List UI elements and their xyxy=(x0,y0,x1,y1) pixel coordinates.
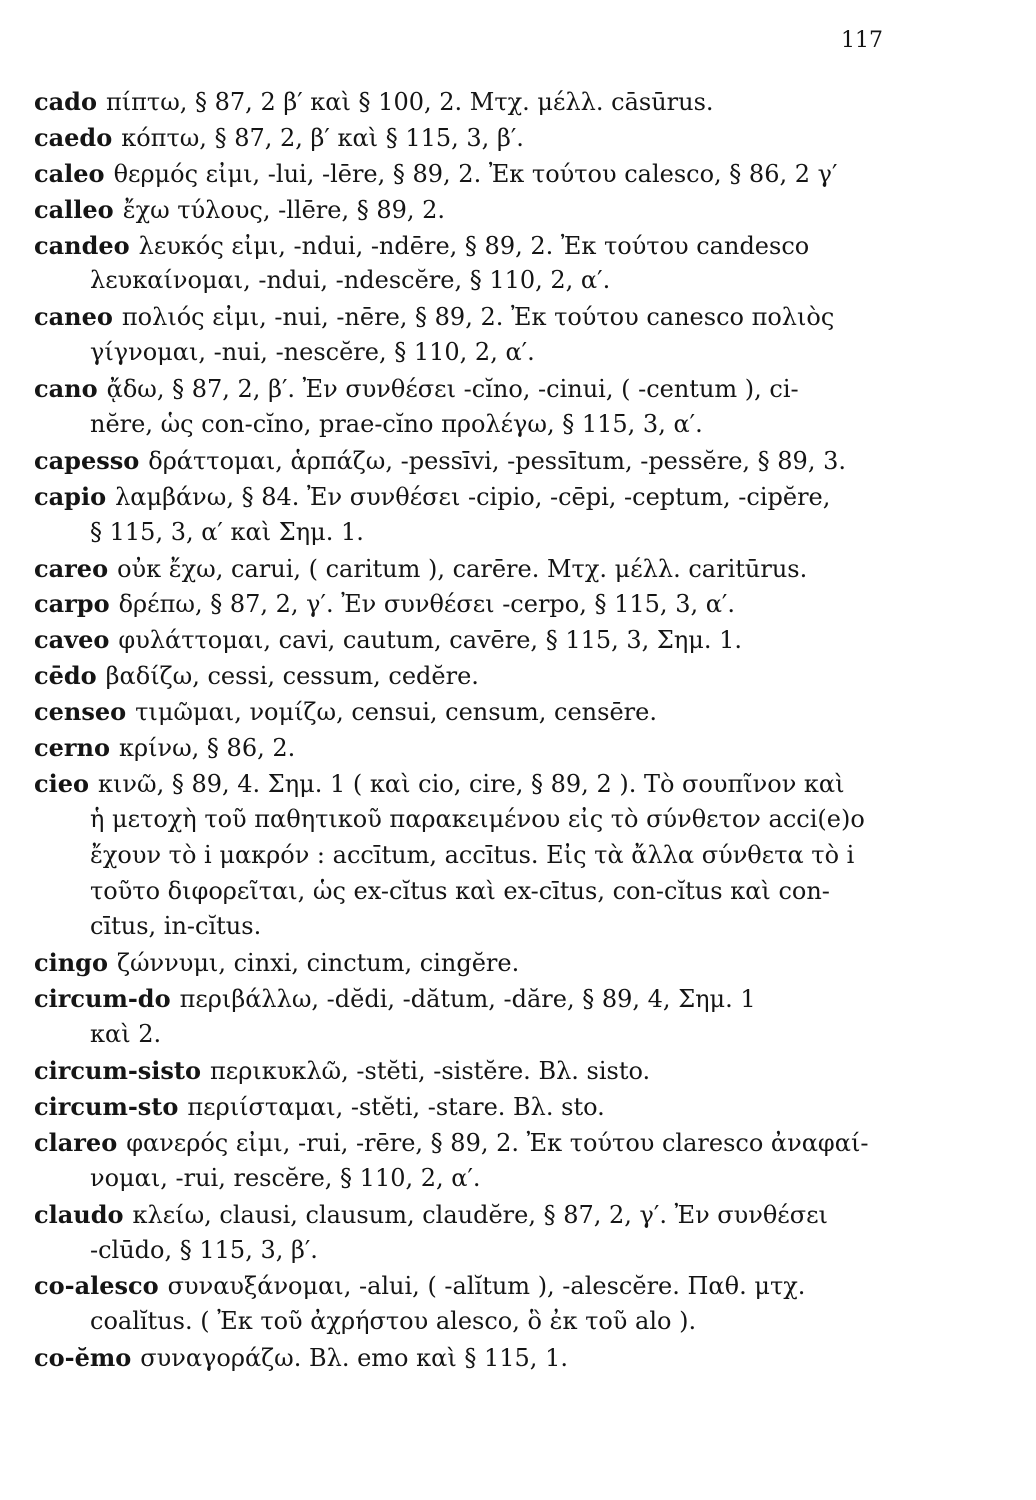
entry-text: κρίνω, § 86, 2. xyxy=(118,734,296,763)
entry-headword: capesso xyxy=(34,445,140,475)
entry-headword: circum-sto xyxy=(34,1091,179,1121)
entry-headword: caneo xyxy=(34,302,113,332)
page-number: 117 xyxy=(841,28,883,53)
entry-first-line xyxy=(0,1089,1036,1125)
entry-headword: capio xyxy=(34,481,107,511)
entry-continuation-line xyxy=(0,802,1036,838)
entry-first-line xyxy=(0,371,1036,407)
entry-headword: calleo xyxy=(34,194,114,224)
dictionary-entry xyxy=(0,1340,1036,1376)
dictionary-entry xyxy=(0,766,1036,945)
entry-headword: candeo xyxy=(34,230,130,260)
entry-text: καὶ 2. xyxy=(90,1020,162,1049)
dictionary-entry xyxy=(0,945,1036,981)
dictionary-entry xyxy=(0,443,1036,479)
entry-first-line xyxy=(0,84,1036,120)
entry-first-line xyxy=(0,1340,1036,1376)
entry-text: δρέπω, § 87, 2, γ′. Ἐν συνθέσει -cerpo, § 115, 3, α′. xyxy=(118,590,736,619)
dictionary-entry xyxy=(0,1268,1036,1340)
entry-first-line xyxy=(0,945,1036,981)
entry-text: nĕre, ὡς con-cĭno, prae-cĭno προλέγω, § 115, 3, α′. xyxy=(90,410,703,439)
entry-text: λευκός εἰμι, -ndui, -ndēre, § 89, 2. Ἐκ τούτου candesco xyxy=(138,231,810,260)
entry-text: cītus, in-cĭtus. xyxy=(90,912,262,941)
dictionary-entry xyxy=(0,299,1036,371)
entry-first-line xyxy=(0,981,1036,1017)
dictionary-entry xyxy=(0,371,1036,443)
entry-continuation-line xyxy=(0,407,1036,443)
entry-continuation-line xyxy=(0,1161,1036,1197)
entry-text: ζώννυμι, cinxi, cinctum, cingĕre. xyxy=(116,949,520,978)
entry-text: φυλάττομαι, cavi, cautum, cavēre, § 115, 3, Σημ. 1. xyxy=(118,626,743,655)
entry-text: κλείω, clausi, clausum, claudĕre, § 87, 2, γ′. Ἐν συνθέσει xyxy=(132,1200,828,1229)
entry-first-line xyxy=(0,658,1036,694)
entry-first-line xyxy=(0,551,1036,587)
entry-first-line xyxy=(0,192,1036,228)
entry-first-line xyxy=(0,622,1036,658)
dictionary-entry xyxy=(0,694,1036,730)
entry-first-line xyxy=(0,1125,1036,1161)
entry-text: φανερός εἰμι, -rui, -rēre, § 89, 2. Ἐκ τούτου claresco ἀναφαί- xyxy=(126,1128,869,1157)
entry-headword: cano xyxy=(34,374,98,404)
entry-headword: claudo xyxy=(34,1199,124,1229)
entry-continuation-line xyxy=(0,1017,1036,1053)
dictionary-entry xyxy=(0,981,1036,1053)
entry-headword: careo xyxy=(34,553,109,583)
entry-first-line xyxy=(0,443,1036,479)
entry-text: κόπτω, § 87, 2, β′ καὶ § 115, 3, β′. xyxy=(121,123,524,152)
entry-continuation-line xyxy=(0,1304,1036,1340)
dictionary-entry xyxy=(0,1125,1036,1197)
entry-text: κινῶ, § 89, 4. Σημ. 1 ( καὶ cio, cire, § 89, 2 ). Τὸ σουπῖνον καὶ xyxy=(98,769,845,798)
dictionary-entry xyxy=(0,1053,1036,1089)
entry-first-line xyxy=(0,1053,1036,1089)
dictionary-entry xyxy=(0,551,1036,587)
entry-text: συναυξάνομαι, -alui, ( -alĭtum ), -alescĕre. Παθ. μτχ. xyxy=(167,1272,806,1301)
dictionary-entry xyxy=(0,730,1036,766)
entry-text: πολιός εἰμι, -nui, -nēre, § 89, 2. Ἐκ τούτου canesco πολιὸς xyxy=(121,303,835,332)
entry-text: συναγοράζω. Βλ. emo καὶ § 115, 1. xyxy=(140,1344,568,1373)
entry-headword: co-ĕmo xyxy=(34,1343,132,1373)
entry-text: πίπτω, § 87, 2 β′ καὶ § 100, 2. Μτχ. μέλλ. cāsūrus. xyxy=(105,88,714,116)
entry-continuation-line xyxy=(0,335,1036,371)
entry-text: γίγνομαι, -nui, -nescĕre, § 110, 2, α′. xyxy=(90,338,535,367)
entry-headword: censeo xyxy=(34,697,127,727)
entry-headword: cerno xyxy=(34,733,110,763)
entry-text: βαδίζω, cessi, cessum, cedĕre. xyxy=(105,662,479,691)
entry-text: δράττομαι, ἁρπάζω, -pessīvi, -pessītum, -pessĕre, § 89, 3. xyxy=(148,446,846,475)
entry-text: τιμῶμαι, νομίζω, censui, censum, censēre. xyxy=(135,698,657,727)
entry-first-line xyxy=(0,228,1036,264)
entry-headword: cingo xyxy=(34,948,108,978)
entry-text: coalĭtus. ( Ἐκ τοῦ ἀχρήστου alesco, ὃ ἐκ τοῦ alo ). xyxy=(90,1307,697,1336)
entry-first-line xyxy=(0,1197,1036,1233)
dictionary-entry xyxy=(0,228,1036,300)
entry-continuation-line xyxy=(0,1233,1036,1269)
entry-continuation-line xyxy=(0,515,1036,551)
entry-text: λαμβάνω, § 84. Ἐν συνθέσει -cipio, -cēpi, -ceptum, -cipĕre, xyxy=(115,482,831,511)
entry-text: νομαι, -rui, rescĕre, § 110, 2, α′. xyxy=(90,1163,481,1192)
entry-headword: cēdo xyxy=(34,661,97,691)
dictionary-entry xyxy=(0,120,1036,156)
dictionary-entry xyxy=(0,1197,1036,1269)
entry-text: ἔχω τύλους, -llēre, § 89, 2. xyxy=(122,195,446,224)
entry-first-line xyxy=(0,479,1036,515)
entry-text: § 115, 3, α′ καὶ Σημ. 1. xyxy=(90,517,364,546)
dictionary-entry xyxy=(0,84,1036,120)
entry-text: περιίσταμαι, -stĕti, -stare. Βλ. sto. xyxy=(187,1092,605,1121)
entry-continuation-line xyxy=(0,909,1036,945)
dictionary-entry xyxy=(0,156,1036,192)
entry-continuation-line xyxy=(0,874,1036,910)
dictionary-entry xyxy=(0,479,1036,551)
entry-first-line xyxy=(0,694,1036,730)
entry-text: τοῦτο διφορεῖται, ὡς ex-cĭtus καὶ ex-cītus, con-cĭtus καὶ con- xyxy=(90,876,830,905)
dictionary-entry xyxy=(0,622,1036,658)
dictionary-entry xyxy=(0,192,1036,228)
entry-text: λευκαίνομαι, -ndui, -ndescĕre, § 110, 2, α′. xyxy=(90,266,611,295)
entry-headword: cado xyxy=(34,87,97,116)
entry-first-line xyxy=(0,730,1036,766)
entry-headword: caleo xyxy=(34,158,105,188)
entry-headword: cieo xyxy=(34,768,90,798)
entry-headword: carpo xyxy=(34,589,110,619)
dictionary-entry xyxy=(0,1089,1036,1125)
entry-first-line xyxy=(0,1268,1036,1304)
entry-headword: circum-do xyxy=(34,984,171,1014)
entry-first-line xyxy=(0,586,1036,622)
entry-first-line xyxy=(0,766,1036,802)
entry-continuation-line xyxy=(0,838,1036,874)
entry-text: περιβάλλω, -dĕdi, -dătum, -dăre, § 89, 4, Σημ. 1 xyxy=(179,985,756,1014)
dictionary-entries xyxy=(0,84,1036,1376)
entry-text: -clūdo, § 115, 3, β′. xyxy=(90,1235,318,1264)
entry-first-line xyxy=(0,299,1036,335)
entry-headword: clareo xyxy=(34,1127,118,1157)
entry-continuation-line xyxy=(0,263,1036,299)
entry-headword: caveo xyxy=(34,625,110,655)
entry-text: ᾄδω, § 87, 2, β′. Ἐν συνθέσει -cĭno, -cinui, ( -centum ), ci- xyxy=(106,375,799,404)
entry-headword: circum-sisto xyxy=(34,1056,202,1086)
entry-text: θερμός εἰμι, -lui, -lēre, § 89, 2. Ἐκ τούτου calesco, § 86, 2 γ′ xyxy=(113,159,838,188)
entry-text: ἔχουν τὸ i μακρόν : accītum, accītus. Εἰς τὰ ἄλλα σύνθετα τὸ i xyxy=(90,840,855,869)
dictionary-entry xyxy=(0,658,1036,694)
dictionary-entry xyxy=(0,586,1036,622)
entry-text: ἡ μετοχὴ τοῦ παθητικοῦ παρακειμένου εἰς τὸ σύνθετον acci(e)o xyxy=(90,804,865,833)
entry-text: περικυκλῶ, -stĕti, -sistĕre. Βλ. sisto. xyxy=(210,1057,651,1086)
entry-headword: caedo xyxy=(34,122,113,152)
entry-headword: co-alesco xyxy=(34,1271,159,1301)
entry-first-line xyxy=(0,156,1036,192)
entry-text: οὐκ ἔχω, carui, ( caritum ), carēre. Μτχ. μέλλ. caritūrus. xyxy=(117,554,808,583)
entry-first-line xyxy=(0,120,1036,156)
